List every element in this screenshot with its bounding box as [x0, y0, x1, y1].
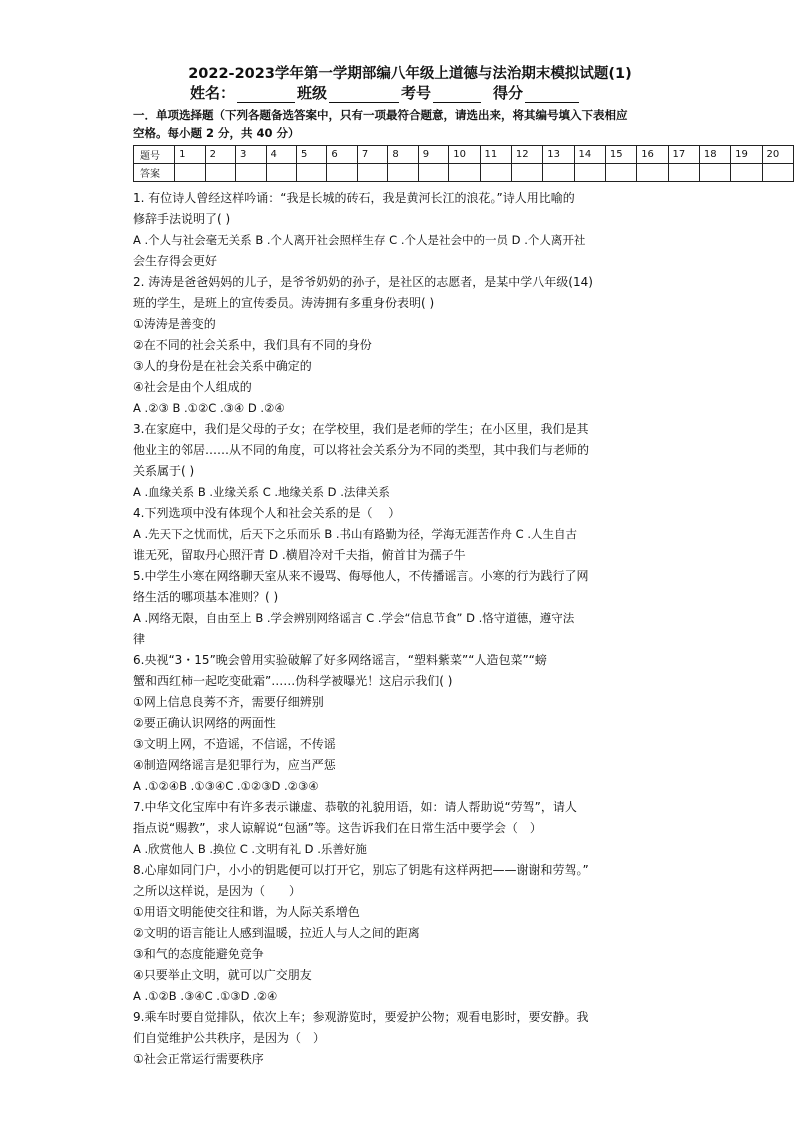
- answer-cell[interactable]: [266, 164, 296, 182]
- question-text-line: ④只要举止文明，就可以广交朋友: [133, 968, 312, 982]
- question-number-cell: 7: [357, 146, 387, 164]
- answer-options-line: A .血缘关系 B .业缘关系 C .地缘关系 D .法律关系: [133, 485, 390, 499]
- question-number-cell: 5: [296, 146, 326, 164]
- answer-cell[interactable]: [327, 164, 357, 182]
- answer-cell[interactable]: [574, 164, 605, 182]
- question-text-line: 络生活的哪项基本准则？( ): [133, 590, 279, 604]
- question-text-line: 8.心扉如同门户，小小的钥匙便可以打开它，别忘了钥匙有这样两把——谢谢和劳驾。”: [133, 863, 589, 877]
- question-text-line: 1. 有位诗人曾经这样吟诵：“我是长城的砖石，我是黄河长江的浪花。”诗人用比喻的: [133, 191, 575, 205]
- section-heading-line: 一．单项选择题（下列各题备选答案中，只有一项最符合题意，请选出来，将其编号填入下表相应: [133, 108, 628, 122]
- answer-cell[interactable]: [418, 164, 448, 182]
- question-text-line: 7.中华文化宝库中有许多表示谦虚、恭敬的礼貌用语，如：请人帮助说“劳驾”，请人: [133, 800, 577, 814]
- answer-cell[interactable]: [637, 164, 668, 182]
- question-number-cell: 3: [236, 146, 266, 164]
- section-heading-line: 空格。每小题 2 分，共 40 分）: [133, 126, 300, 140]
- question-text-line: ②文明的语言能让人感到温暖，拉近人与人之间的距离: [133, 926, 420, 940]
- question-text-line: 律: [133, 632, 146, 646]
- answer-cell[interactable]: [205, 164, 235, 182]
- answer-options-line: A .①②④B .①③④C .①②③D .②③④: [133, 779, 319, 793]
- question-text-line: 2. 涛涛是爸爸妈妈的儿子，是爷爷奶奶的孙子，是社区的志愿者，是某中学八年级(14): [133, 275, 593, 289]
- section-one-heading: [133, 106, 663, 142]
- question-number-cell: 20: [762, 146, 794, 164]
- question-number-cell: 19: [731, 146, 762, 164]
- answer-options-line: A .网络无限，自由至上 B .学会辨别网络谣言 C .学会“信息节食” D .恪守道德，遵守法: [133, 611, 575, 625]
- question-text-line: ④社会是由个人组成的: [133, 380, 252, 394]
- question-number-cell: 10: [449, 146, 480, 164]
- name-blank[interactable]: [237, 86, 295, 103]
- question-text-line: ①社会正常运行需要秩序: [133, 1052, 264, 1066]
- question-number-cell: 1: [175, 146, 205, 164]
- question-text-line: ①用语文明能使交往和谐，为人际关系增色: [133, 905, 360, 919]
- answer-cell[interactable]: [605, 164, 636, 182]
- question-number-cell: 14: [574, 146, 605, 164]
- question-text-line: 5.中学生小寒在网络聊天室从来不谩骂、侮辱他人，不传播谣言。小寒的行为践行了网: [133, 569, 589, 583]
- answer-cell[interactable]: [762, 164, 794, 182]
- answer-options-line: A .②③ B .①②C .③④ D .②④: [133, 401, 285, 415]
- exam-title: 2022-2023学年第一学期部编八年级上道德与法治期末模拟试题(1): [188, 66, 632, 82]
- question-number-cell: 2: [205, 146, 235, 164]
- question-text-line: ③人的身份是在社会关系中确定的: [133, 359, 312, 373]
- answer-cell[interactable]: [543, 164, 574, 182]
- class-label: 班级: [297, 84, 328, 102]
- question-text-line: ②在不同的社会关系中，我们具有不同的身份: [133, 338, 372, 352]
- question-number-cell: 11: [480, 146, 511, 164]
- question-text-line: 指点说“赐教”，求人谅解说“包涵”等。这告诉我们在日常生活中要学会（ ）: [133, 821, 542, 835]
- answer-cell[interactable]: [731, 164, 762, 182]
- question-text-line: 4.下列选项中没有体现个人和社会关系的是（ ）: [133, 506, 401, 520]
- question-number-cell: 4: [266, 146, 296, 164]
- question-text-line: 3.在家庭中，我们是父母的子女；在学校里，我们是老师的学生；在小区里，我们是其: [133, 422, 589, 436]
- answer-cell[interactable]: [236, 164, 266, 182]
- question-text-line: 之所以这样说，是因为（ ）: [133, 884, 302, 898]
- answer-cell[interactable]: [175, 164, 205, 182]
- question-number-cell: 18: [699, 146, 730, 164]
- answer-cell[interactable]: [668, 164, 699, 182]
- question-text-line: ③和气的态度能避免竞争: [133, 947, 264, 961]
- exam-no-label: 考号: [401, 84, 432, 102]
- answer-cell[interactable]: [388, 164, 418, 182]
- question-number-cell: 8: [388, 146, 418, 164]
- answer-cell[interactable]: [699, 164, 730, 182]
- question-text-line: ①涛涛是善变的: [133, 317, 216, 331]
- question-text-line: ④制造网络谣言是犯罪行为，应当严惩: [133, 758, 336, 772]
- question-number-cell: 13: [543, 146, 574, 164]
- answer-table-answer-row: [134, 164, 794, 182]
- question-number-cell: 15: [605, 146, 636, 164]
- question-text-line: 会生存得会更好: [133, 254, 218, 268]
- question-text-line: 谁无死，留取丹心照汗青 D .横眉冷对千夫指，俯首甘为孺子牛: [133, 548, 466, 562]
- question-text-line: 蟹和西红柿一起吃变砒霜”……伪科学被曝光！这启示我们( ): [133, 674, 453, 688]
- question-number-cell: 12: [511, 146, 542, 164]
- question-text-line: 们自觉维护公共秩序，是因为（ ）: [133, 1031, 326, 1045]
- answer-options-line: A .欣赏他人 B .换位 C .文明有礼 D .乐善好施: [133, 842, 367, 856]
- answer-cell[interactable]: [296, 164, 326, 182]
- question-text-line: 关系属于( ): [133, 464, 195, 478]
- question-text-line: ②要正确认识网络的两面性: [133, 716, 276, 730]
- score-blank[interactable]: [525, 86, 579, 103]
- question-text-line: 6.央视“3・15”晚会曾用实验破解了好多网络谣言，“塑料紫菜”“人造包菜”“螃: [133, 653, 547, 667]
- answer-options-line: A .个人与社会毫无关系 B .个人离开社会照样生存 C .个人是社会中的一员 D .个人离开社: [133, 233, 586, 247]
- question-number-cell: 6: [327, 146, 357, 164]
- student-info-row: [190, 82, 581, 103]
- question-number-cell: 16: [637, 146, 668, 164]
- answer-header: 答案: [134, 164, 175, 182]
- question-text-line: 他业主的邻居……从不同的角度，可以将社会关系分为不同的类型，其中我们与老师的: [133, 443, 590, 457]
- question-text-line: ①网上信息良莠不齐，需要仔细辨别: [133, 695, 324, 709]
- exam-no-blank[interactable]: [433, 86, 481, 103]
- question-text-line: ③文明上网，不造谣，不信谣，不传谣: [133, 737, 336, 751]
- answer-cell[interactable]: [357, 164, 387, 182]
- question-number-header: 题号: [134, 146, 175, 164]
- answer-options-line: A .①②B .③④C .①③D .②④: [133, 989, 278, 1003]
- question-text-line: 9.乘车时要自觉排队，依次上车；参观游览时，要爱护公物；观看电影时，要安静。我: [133, 1010, 589, 1024]
- question-number-cell: 17: [668, 146, 699, 164]
- score-label: 得分: [493, 84, 524, 102]
- answer-cell[interactable]: [449, 164, 480, 182]
- answer-cell[interactable]: [480, 164, 511, 182]
- name-label: 姓名：: [190, 84, 236, 102]
- answer-cell[interactable]: [511, 164, 542, 182]
- class-blank[interactable]: [329, 86, 399, 103]
- answer-options-line: A .先天下之忧而忧，后天下之乐而乐 B .书山有路勤为径，学海无涯苦作舟 C .人生自古: [133, 527, 578, 541]
- questions-body: [133, 188, 665, 1070]
- question-number-cell: 9: [418, 146, 448, 164]
- question-text-line: 班的学生，是班上的宣传委员。涛涛拥有多重身份表明( ): [133, 296, 435, 310]
- question-text-line: 修辞手法说明了( ): [133, 212, 231, 226]
- answer-table-number-row: [134, 146, 794, 164]
- answer-table: [133, 145, 794, 182]
